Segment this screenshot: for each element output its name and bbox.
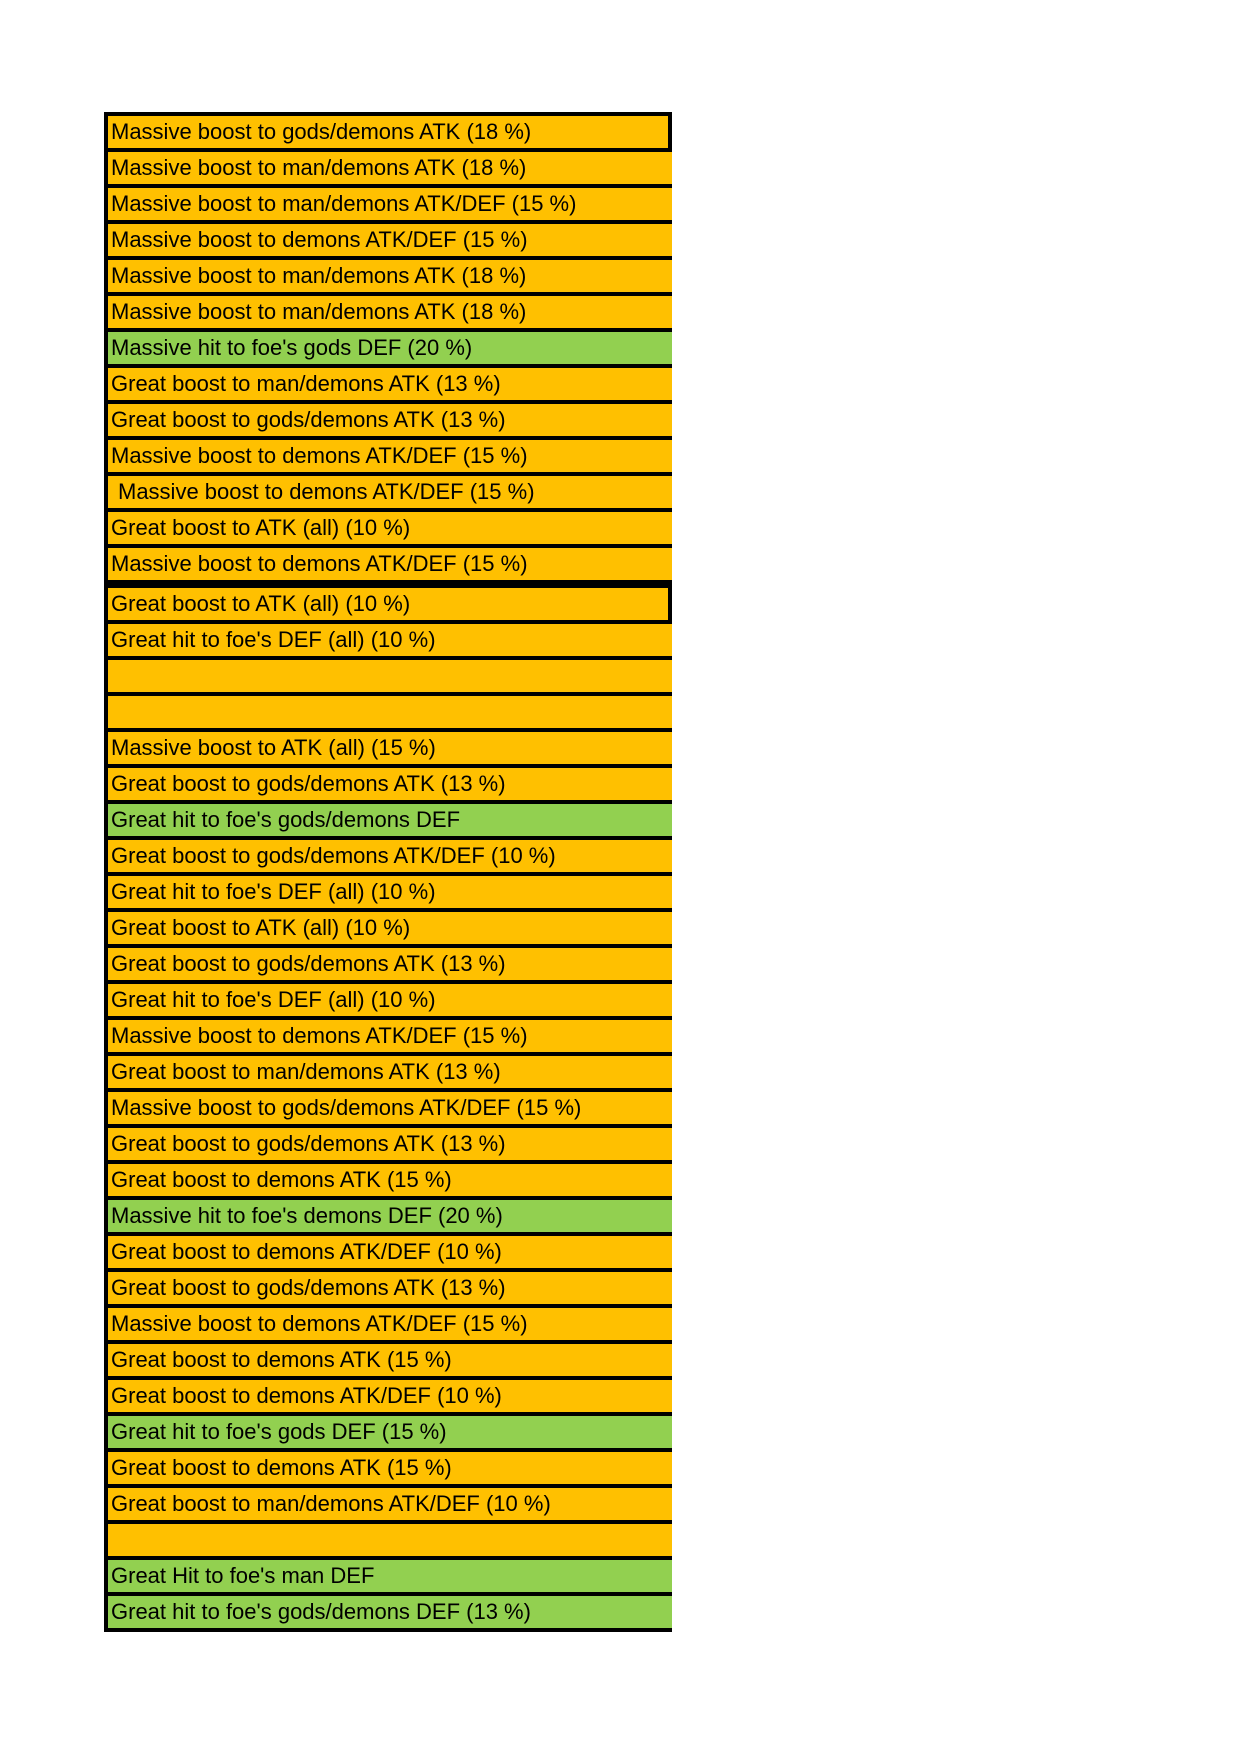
skill-cell: Great hit to foe's DEF (all) (10 %) — [108, 984, 672, 1020]
spreadsheet-column — [104, 112, 672, 1632]
skill-cell: Massive boost to man/demons ATK/DEF (15 %) — [108, 188, 672, 224]
empty-cell — [108, 696, 672, 732]
skill-cell: Great hit to foe's gods/demons DEF — [108, 804, 672, 840]
skill-cell: Great boost to man/demons ATK (13 %) — [108, 1056, 672, 1092]
skill-cell: Massive boost to demons ATK/DEF (15 %) — [108, 548, 672, 584]
skill-cell: Massive boost to man/demons ATK (18 %) — [108, 296, 672, 332]
skill-cell: Massive boost to demons ATK/DEF (15 %) — [108, 1308, 672, 1344]
skill-cell: Great boost to ATK (all) (10 %) — [108, 512, 672, 548]
skill-cell: Massive boost to gods/demons ATK/DEF (15 %) — [108, 1092, 672, 1128]
empty-cell — [108, 1524, 672, 1560]
skill-cell: Great boost to demons ATK/DEF (10 %) — [108, 1236, 672, 1272]
skill-cell: Massive boost to man/demons ATK (18 %) — [108, 152, 672, 188]
skill-cell: Massive hit to foe's demons DEF (20 %) — [108, 1200, 672, 1236]
skill-cell: Great boost to demons ATK/DEF (10 %) — [108, 1380, 672, 1416]
skill-cell: Great hit to foe's gods DEF (15 %) — [108, 1416, 672, 1452]
skill-cell: Great boost to man/demons ATK (13 %) — [108, 368, 672, 404]
empty-cell — [108, 660, 672, 696]
skill-cell: Massive boost to demons ATK/DEF (15 %) — [108, 224, 672, 260]
skill-cell: Great hit to foe's DEF (all) (10 %) — [108, 876, 672, 912]
skill-cell: Great boost to gods/demons ATK (13 %) — [108, 768, 672, 804]
skill-cell: Massive boost to demons ATK/DEF (15 %) — [108, 440, 672, 476]
skill-cell: Great boost to gods/demons ATK (13 %) — [108, 1272, 672, 1308]
skill-cell: Great boost to demons ATK (15 %) — [108, 1452, 672, 1488]
skill-cell: Great boost to gods/demons ATK (13 %) — [108, 948, 672, 984]
skill-cell: Massive boost to man/demons ATK (18 %) — [108, 260, 672, 296]
skill-cell: Great boost to gods/demons ATK (13 %) — [108, 404, 672, 440]
skill-cell: Great boost to demons ATK (15 %) — [108, 1164, 672, 1200]
skill-cell: Massive boost to ATK (all) (15 %) — [108, 732, 672, 768]
skill-cell: Massive boost to demons ATK/DEF (15 %) — [108, 476, 672, 512]
skill-cell: Great Hit to foe's man DEF — [108, 1560, 672, 1596]
skill-cell: Great boost to gods/demons ATK (13 %) — [108, 1128, 672, 1164]
skill-cell: Massive boost to gods/demons ATK (18 %) — [108, 112, 672, 152]
skill-cell: Massive hit to foe's gods DEF (20 %) — [108, 332, 672, 368]
skill-cell: Great hit to foe's gods/demons DEF (13 %) — [108, 1596, 672, 1632]
skill-cell: Great boost to demons ATK (15 %) — [108, 1344, 672, 1380]
skill-cell: Great boost to ATK (all) (10 %) — [108, 584, 672, 624]
skill-cell: Great boost to gods/demons ATK/DEF (10 %) — [108, 840, 672, 876]
skill-cell: Massive boost to demons ATK/DEF (15 %) — [108, 1020, 672, 1056]
skill-cell: Great boost to ATK (all) (10 %) — [108, 912, 672, 948]
skill-cell: Great hit to foe's DEF (all) (10 %) — [108, 624, 672, 660]
skill-cell: Great boost to man/demons ATK/DEF (10 %) — [108, 1488, 672, 1524]
